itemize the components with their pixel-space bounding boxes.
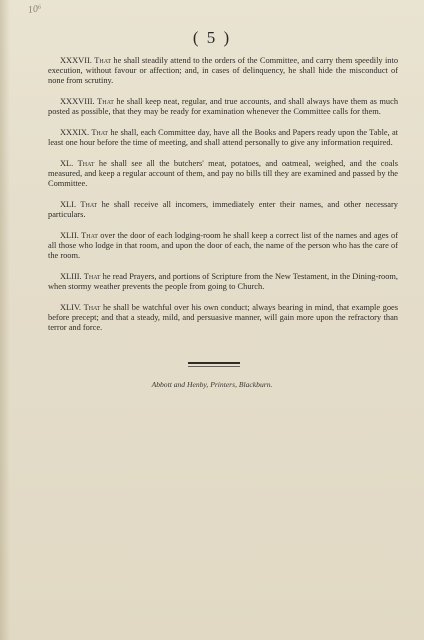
clause-lead: That [94,56,112,65]
clause-text: he shall see all the butchers' meat, potatoes, and oatmeal, weighed, and the coals measured, and keep a regular account of them, and pay no bills till they are examined and passed by the Committee. [48,159,399,188]
clauses-list [48,56,398,344]
clause-lead: That [77,159,95,168]
clause-text: over the door of each lodging-room he shall keep a correct list of the names and ages of all those who lodge in that room, and upon the door of each, the name of the person who has the care of the room. [48,231,398,260]
clause-lead: That [83,272,101,281]
clause [48,303,398,333]
margin-note: 10⁶ [27,3,43,16]
divider-rule [188,362,240,364]
clause [48,159,398,189]
clause [48,231,398,261]
clause-lead: That [91,128,109,137]
clause-number: XLII. [60,231,79,240]
clause-lead: That [97,97,114,106]
clause [48,200,398,220]
page-number: ( 5 ) [192,28,232,47]
clause-number: XL. [60,159,74,168]
clause-number: XXXIX. [60,128,90,137]
divider-rule-thin [188,366,240,367]
page-edge-shadow [0,0,10,640]
clause-number: XLI. [60,200,77,209]
clause [48,56,398,86]
clause [48,128,398,148]
clause-lead: That [80,200,98,209]
clause-lead: That [81,231,98,240]
clause [48,272,398,292]
clause-number: XXXVIII. [60,97,95,106]
clause-text: he shall keep neat, regular, and true accounts, and shall always have them as much posted as possible, that they may be ready for examination whenever the Committee calls for them. [48,97,399,116]
clause-text: he shall receive all incomers, immediately enter their names, and other necessary particulars. [48,200,398,219]
clause-text: he read Prayers, and portions of Scripture from the New Testament, in the Dining-room, when stormy weather prevents the people from going to Church. [48,272,399,291]
clause-number: XLIV. [60,303,82,312]
clause-text: he shall be watchful over his own conduct; always bearing in mind, that example goes before precept; and that a steady, mild, and persuasive manner, will gain more upon the refractory than terror and force. [48,303,399,332]
clause-lead: That [83,303,101,312]
printer-imprint: Abbott and Henby, Printers, Blackburn. [151,380,273,389]
clause-number: XLIII. [60,272,82,281]
clause [48,97,398,117]
clause-text: he shall steadily attend to the orders of the Committee, and carry them speedily into execution, without favour or affection; and, in cases of delinquency, he shall hide the misconduct of none from scrutiny. [48,56,399,85]
clause-number: XXXVII. [60,56,92,65]
clause-text: he shall, each Committee day, have all the Books and Papers ready upon the Table, at least one hour before the time of meeting, and shall attend personally to give any information required. [48,128,399,147]
